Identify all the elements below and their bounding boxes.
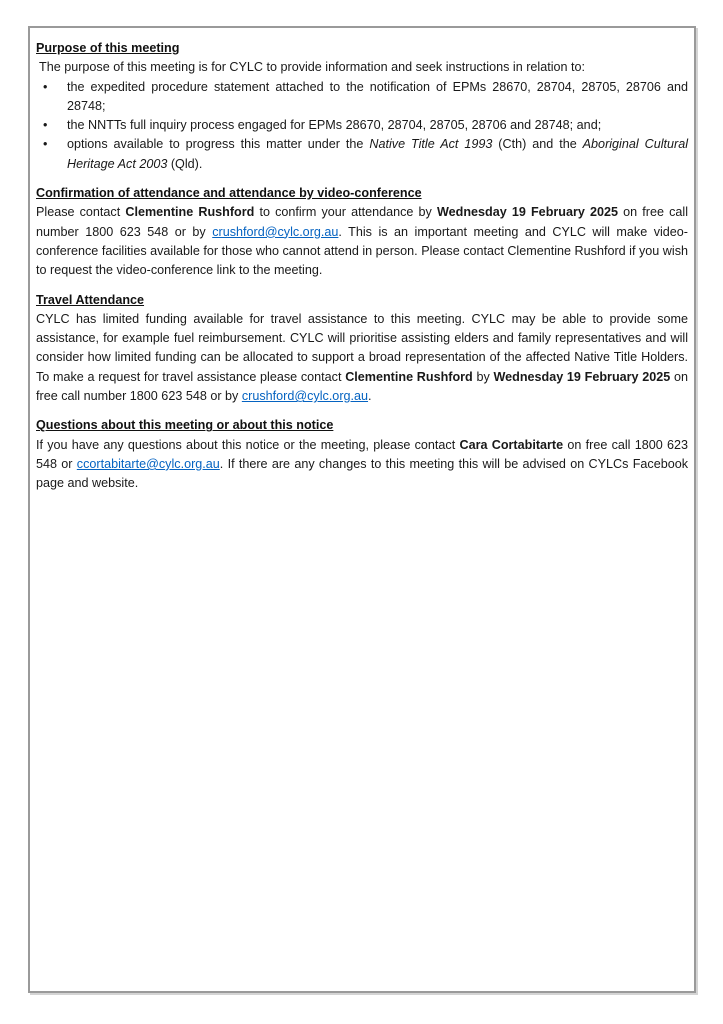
- text-run: the expedited procedure statement attached to the notification of EPMs 28670, 28704, 28705, 28706 and 28748;: [67, 79, 688, 113]
- section-attendance-confirmation: [36, 184, 688, 280]
- travel-attendance-heading: Travel Attendance: [36, 292, 145, 307]
- purpose-heading: Purpose of this meeting: [36, 41, 180, 55]
- bold-text-run: Wednesday 19 February 2025: [493, 369, 671, 384]
- bullet-item-nntt-inquiry: [67, 116, 688, 135]
- bullet-item-expedited-procedure: [67, 78, 688, 117]
- text-run: (Cth) and the: [492, 137, 583, 152]
- section-purpose: [36, 39, 688, 174]
- email-link[interactable]: crushford@cylc.org.au: [212, 224, 339, 239]
- text-run: .: [368, 389, 372, 404]
- text-run: CYLC has limited funding available for travel assistance to this meeting. CYLC may be able to provide some assistance, for example fuel reimbursement. CYLC will prioritise assisting elders and family representatives and will consider how limited funding can be allocated to support a broad representation of the affected Native Title Holders. To make a request for travel assistance please contact: [36, 311, 688, 384]
- text-run: (Qld).: [167, 156, 203, 171]
- attendance-confirmation-paragraph: [36, 203, 688, 280]
- italic-text-run: Aboriginal Cultural Heritage Act 2003: [67, 137, 689, 171]
- purpose-intro-paragraph: [36, 58, 688, 77]
- email-link[interactable]: ccortabitarte@cylc.org.au: [76, 456, 220, 471]
- bold-text-run: Clementine Rushford: [345, 369, 473, 384]
- bullet-item-options-available: [67, 135, 688, 174]
- text-run: The purpose of this meeting is for CYLC to provide information and seek instructions in relation to:: [39, 60, 586, 75]
- text-run: on free call number 1800 623 548 or by: [36, 369, 688, 404]
- meeting-notice-box: [28, 26, 696, 993]
- bold-text-run: Wednesday 19 February 2025: [436, 205, 619, 220]
- bold-text-run: Cara Cortabitarte: [459, 437, 564, 452]
- text-run: . If there are any changes to this meeting this will be advised on CYLCs Facebook page and website.: [36, 456, 689, 491]
- bold-text-run: Clementine Rushford: [125, 205, 255, 220]
- travel-attendance-paragraph: [36, 310, 688, 406]
- section-questions: [36, 416, 688, 493]
- italic-text-run: Native Title Act 1993: [369, 137, 493, 152]
- purpose-bullet-list: [36, 78, 688, 174]
- text-run: . This is an important meeting and CYLC will make video-conference facilities available for those who cannot attend in person. Please contact Clementine Rushford if you wish to request the video-conference link to the meeting.: [36, 224, 689, 278]
- text-run: If you have any questions about this notice or the meeting, please contact: [36, 437, 460, 452]
- questions-heading: Questions about this meeting or about this notice: [36, 418, 334, 433]
- text-run: on free call 1800 623 548 or: [36, 437, 688, 471]
- section-travel-attendance: [36, 291, 688, 407]
- questions-paragraph: [36, 436, 688, 494]
- text-run: on free call number 1800 623 548 or by: [36, 205, 689, 239]
- attendance-confirmation-heading: Confirmation of attendance and attendance by video-conference: [36, 186, 422, 201]
- email-link[interactable]: crushford@cylc.org.au: [241, 389, 369, 404]
- text-run: options available to progress this matter under the: [67, 137, 370, 152]
- text-run: to confirm your attendance by: [254, 205, 437, 220]
- text-run: Please contact: [36, 205, 126, 220]
- text-run: the NNTTs full inquiry process engaged for EPMs 28670, 28704, 28705, 28706 and 28748; and;: [67, 118, 602, 133]
- text-run: by: [472, 369, 494, 384]
